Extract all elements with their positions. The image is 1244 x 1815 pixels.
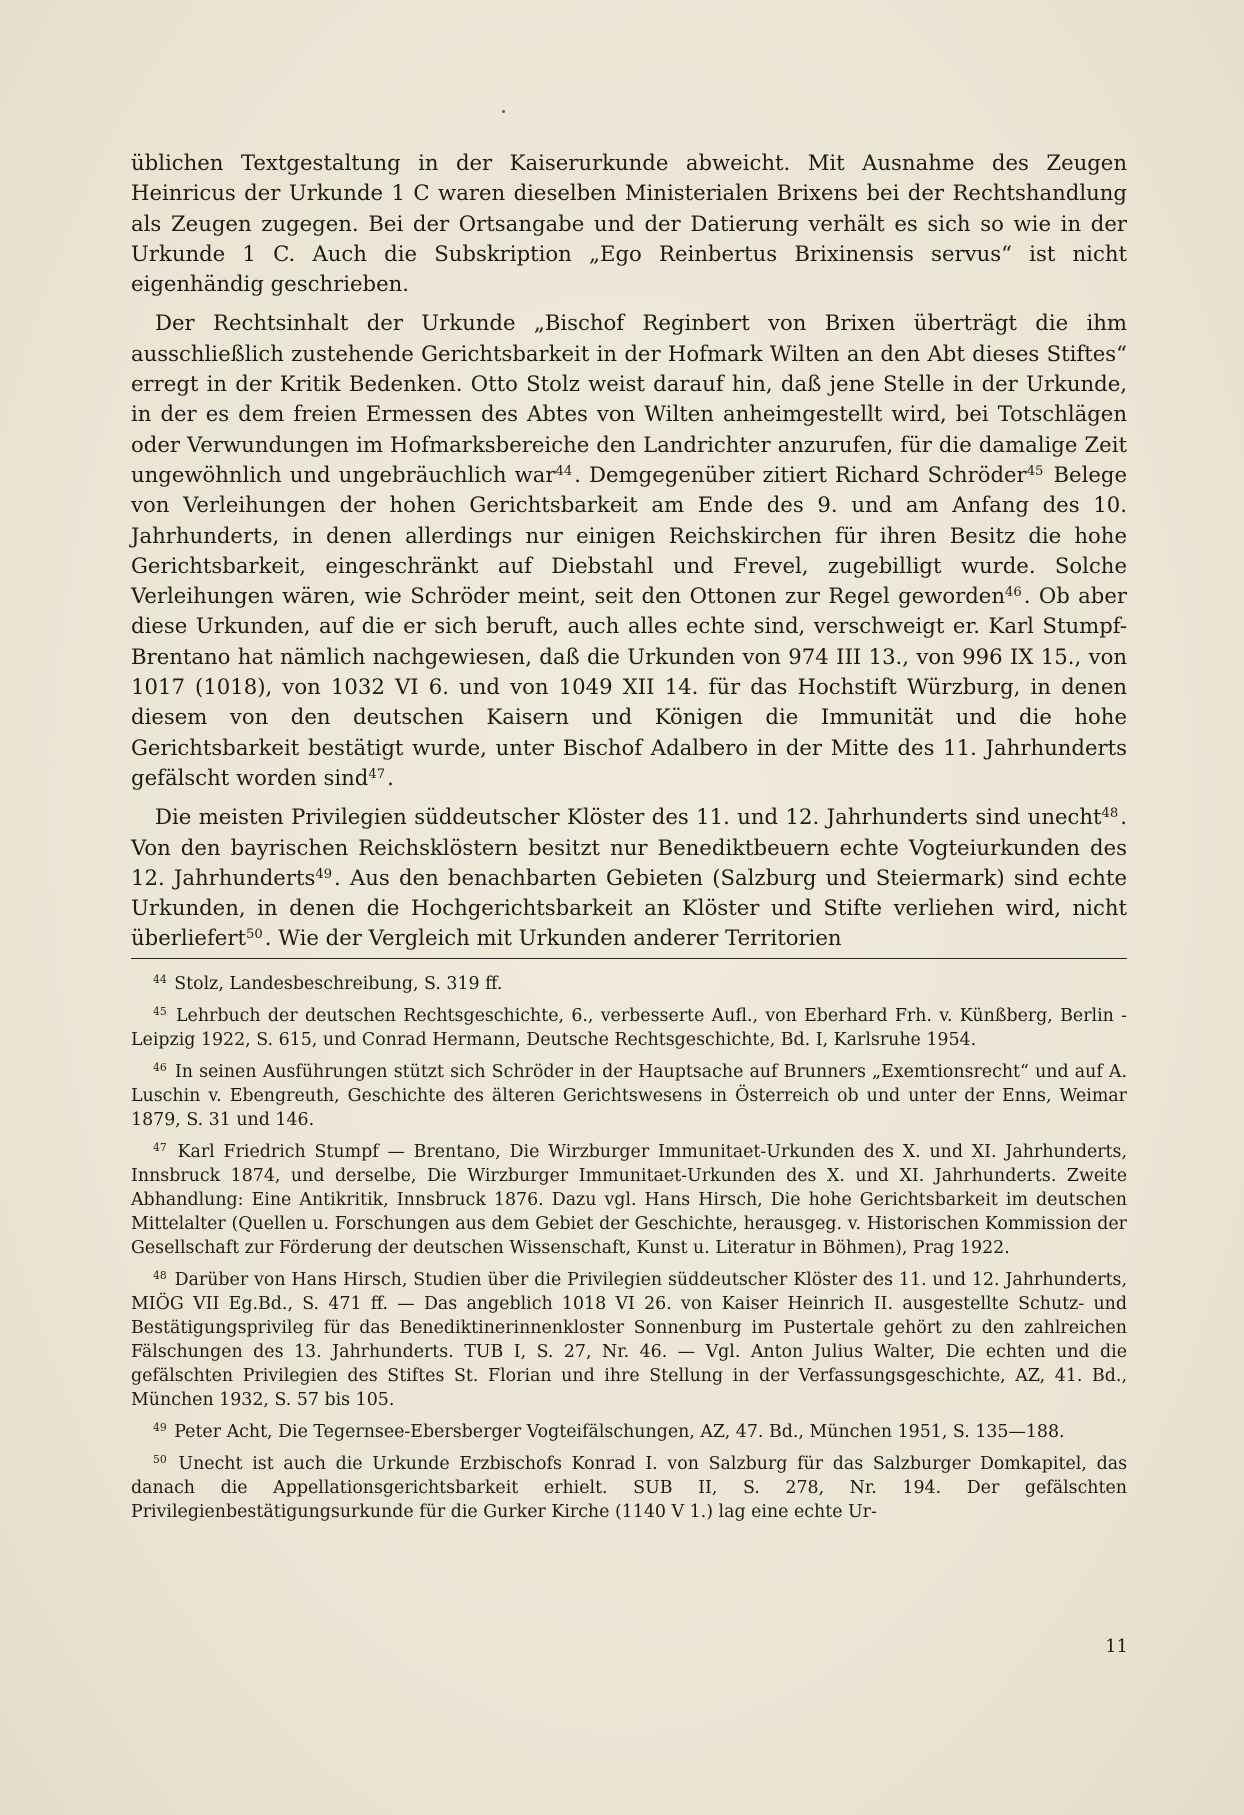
paragraph-2 — [131, 308, 1127, 793]
paragraph-text: . Aus den benachbarten Gebieten (Salzburg und Steiermark) sind echte Urkunden, in denen die Hochgerichtsbarkeit an Klöster und Stifte verliehen wird, nicht überliefert — [131, 864, 1127, 951]
footnote-ref-44[interactable]: 44 — [555, 463, 573, 479]
footnotes — [131, 972, 1127, 1532]
footnote-49 — [131, 1420, 1127, 1444]
paragraph-text: Die meisten Privilegien süddeutscher Klöster des 11. und 12. Jahrhunderts sind unecht — [155, 804, 1102, 830]
paragraph-text: . Von den bayrischen Reichsklöstern besitzt nur Benediktbeuern echte Vogteiurkunden des 12. Jahrhunderts — [131, 804, 1127, 890]
paragraph-text: . — [387, 764, 394, 790]
footnote-ref-50[interactable]: 50 — [246, 927, 263, 943]
print-speck — [502, 110, 505, 113]
footnote-separator — [131, 958, 1127, 959]
footnote-number: 47 — [153, 1141, 167, 1155]
footnote-48 — [131, 1268, 1127, 1412]
footnote-ref-46[interactable]: 46 — [1005, 584, 1022, 600]
paragraph-1 — [131, 148, 1127, 299]
footnote-text: Lehrbuch der deutschen Rechtsgeschichte, 6., verbesserte Aufl., von Eberhard Frh. v. Künßberg, Berlin - Leipzig 1922, S. 615, und Conrad Hermann, Deutsche Rechtsgeschichte, Bd. I, Karlsruhe 1954. — [131, 1006, 1128, 1050]
paragraph-text: . Demgegenüber zitiert Richard Schröder — [574, 461, 1027, 487]
footnote-50 — [131, 1452, 1127, 1524]
footnote-text: Stolz, Landesbeschreibung, S. 319 ff. — [174, 974, 503, 994]
footnote-number: 50 — [153, 1453, 167, 1467]
paragraph-text: . Ob aber diese Urkunden, auf die er sich beruft, auch alles echte sind, verschweigt er. Karl Stumpf-Brentano hat nämlich nachgewiesen, daß die Urkunden von 974 III 13., von 996 IX 15., von 1017 (1018), von 1032 VI 6. und von 1049 XII 14. für das Hochstift Würzburg, in denen diesem von den deutschen Kaisern und Königen die Immunität und die hohe Gerichtsbarkeit bestätigt wurde, unter Bischof Adalbero in der Mitte des 11. Jahrhunderts gefälscht worden sind — [131, 583, 1128, 790]
footnote-text: In seinen Ausführungen stützt sich Schröder in der Hauptsache auf Brunners „Exemtionsrecht“ und auf A. Luschin v. Ebengreuth, Geschichte des älteren Gerichtswesens in Österreich ob und unter der Enns, Weimar 1879, S. 31 und 146. — [131, 1062, 1127, 1130]
footnote-text: Unecht ist auch die Urkunde Erzbischofs Konrad I. von Salzburg für das Salzburger Domkapitel, das danach die Appellationsgerichtsbarkeit erhielt. SUB II, S. 278, Nr. 194. Der gefälschten Privilegienbestätigungsurkunde für die Gurker Kirche (1140 V 1.) lag eine echte Ur- — [131, 1454, 1127, 1522]
paragraph-text: Belege von Verleihungen der hohen Gerichtsbarkeit am Ende des 9. und am Anfang des 10. Jahrhunderts, in denen allerdings nur einigen Reichskirchen für ihren Besitz die hohe Gerichtsbarkeit, eingeschränkt auf Diebstahl und Frevel, zugebilligt wurde. Solche Verleihungen wären, wie Schröder meint, seit den Ottonen zur Regel geworden — [131, 461, 1127, 609]
footnote-number: 48 — [153, 1269, 167, 1283]
paragraph-text: üblichen Textgestaltung in der Kaiserurkunde abweicht. Mit Ausnahme des Zeugen Heinricus der Urkunde 1 C waren dieselben Ministerialen Brixens bei der Rechtshandlung als Zeugen zugegen. Bei der Ortsangabe und der Datierung verhält es sich so wie in der Urkunde 1 C. Auch die Subskription „Ego Reinbertus Brixinensis servus“ ist nicht eigenhändig geschrieben. — [131, 150, 1127, 297]
page-number: 11 — [1105, 1636, 1128, 1657]
footnote-text: Peter Acht, Die Tegernsee-Ebersberger Vogteifälschungen, AZ, 47. Bd., München 1951, S. 135—188. — [174, 1422, 1065, 1442]
footnote-number: 44 — [153, 973, 167, 987]
paragraph-text: Der Rechtsinhalt der Urkunde „Bischof Reginbert von Brixen überträgt die ihm ausschließlich zustehende Gerichtsbarkeit in der Hofmark Wilten an den Abt dieses Stiftes“ erregt in der Kritik Bedenken. Otto Stolz weist darauf hin, daß jene Stelle in der Urkunde, in der es dem freien Ermessen des Abtes von Wilten anheimgestellt wird, bei Totschlägen oder Verwundungen im Hofmarksbereiche den Landrichter anzurufen, für die damalige Zeit ungewöhnlich und ungebräuchlich war — [131, 310, 1127, 487]
paragraph-3 — [131, 802, 1127, 953]
footnote-46 — [131, 1060, 1127, 1132]
footnote-ref-45[interactable]: 45 — [1026, 463, 1044, 479]
footnote-44 — [131, 972, 1127, 996]
footnote-ref-48[interactable]: 48 — [1101, 806, 1119, 822]
footnote-number: 45 — [153, 1005, 167, 1019]
footnote-number: 49 — [153, 1421, 167, 1435]
footnote-45 — [131, 1004, 1127, 1052]
footnote-text: Darüber von Hans Hirsch, Studien über die Privilegien süddeutscher Klöster des 11. und 12. Jahrhunderts, MIÖG VII Eg.Bd., S. 471 ff. — Das angeblich 1018 VI 26. von Kaiser Heinrich II. ausgestellte Schutz- und Bestätigungsprivileg für das Benediktinerinnenkloster Sonnenburg im Pustertale gehört zu den zahlreichen Fälschungen des 13. Jahrhunderts. TUB I, S. 27, Nr. 46. — Vgl. Anton Julius Walter, Die echten und die gefälschten Privilegien des Stiftes St. Florian und ihre Stellung in der Verfassungsgeschichte, AZ, 41. Bd., München 1932, S. 57 bis 105. — [131, 1270, 1128, 1410]
footnote-47 — [131, 1140, 1127, 1260]
footnote-number: 46 — [153, 1061, 167, 1075]
footnote-ref-47[interactable]: 47 — [368, 766, 386, 782]
footnote-ref-49[interactable]: 49 — [315, 866, 333, 882]
main-text — [131, 148, 1127, 963]
footnote-text: Karl Friedrich Stumpf — Brentano, Die Wirzburger Immunitaet-Urkunden des X. und XI. Jahrhunderts, Innsbruck 1874, und derselbe, Die Wirzburger Immunitaet-Urkunden des X. und XI. Jahrhunderts. Zweite Abhandlung: Eine Antikritik, Innsbruck 1876. Dazu vgl. Hans Hirsch, Die hohe Gerichtsbarkeit im deutschen Mittelalter (Quellen u. Forschungen aus dem Gebiet der Geschichte, herausgeg. v. Historischen Kommission der Gesellschaft zur Förderung der deutschen Wissenschaft, Kunst u. Literatur in Böhmen), Prag 1922. — [131, 1142, 1127, 1258]
paragraph-text: . Wie der Vergleich mit Urkunden anderer Territorien — [264, 925, 842, 951]
